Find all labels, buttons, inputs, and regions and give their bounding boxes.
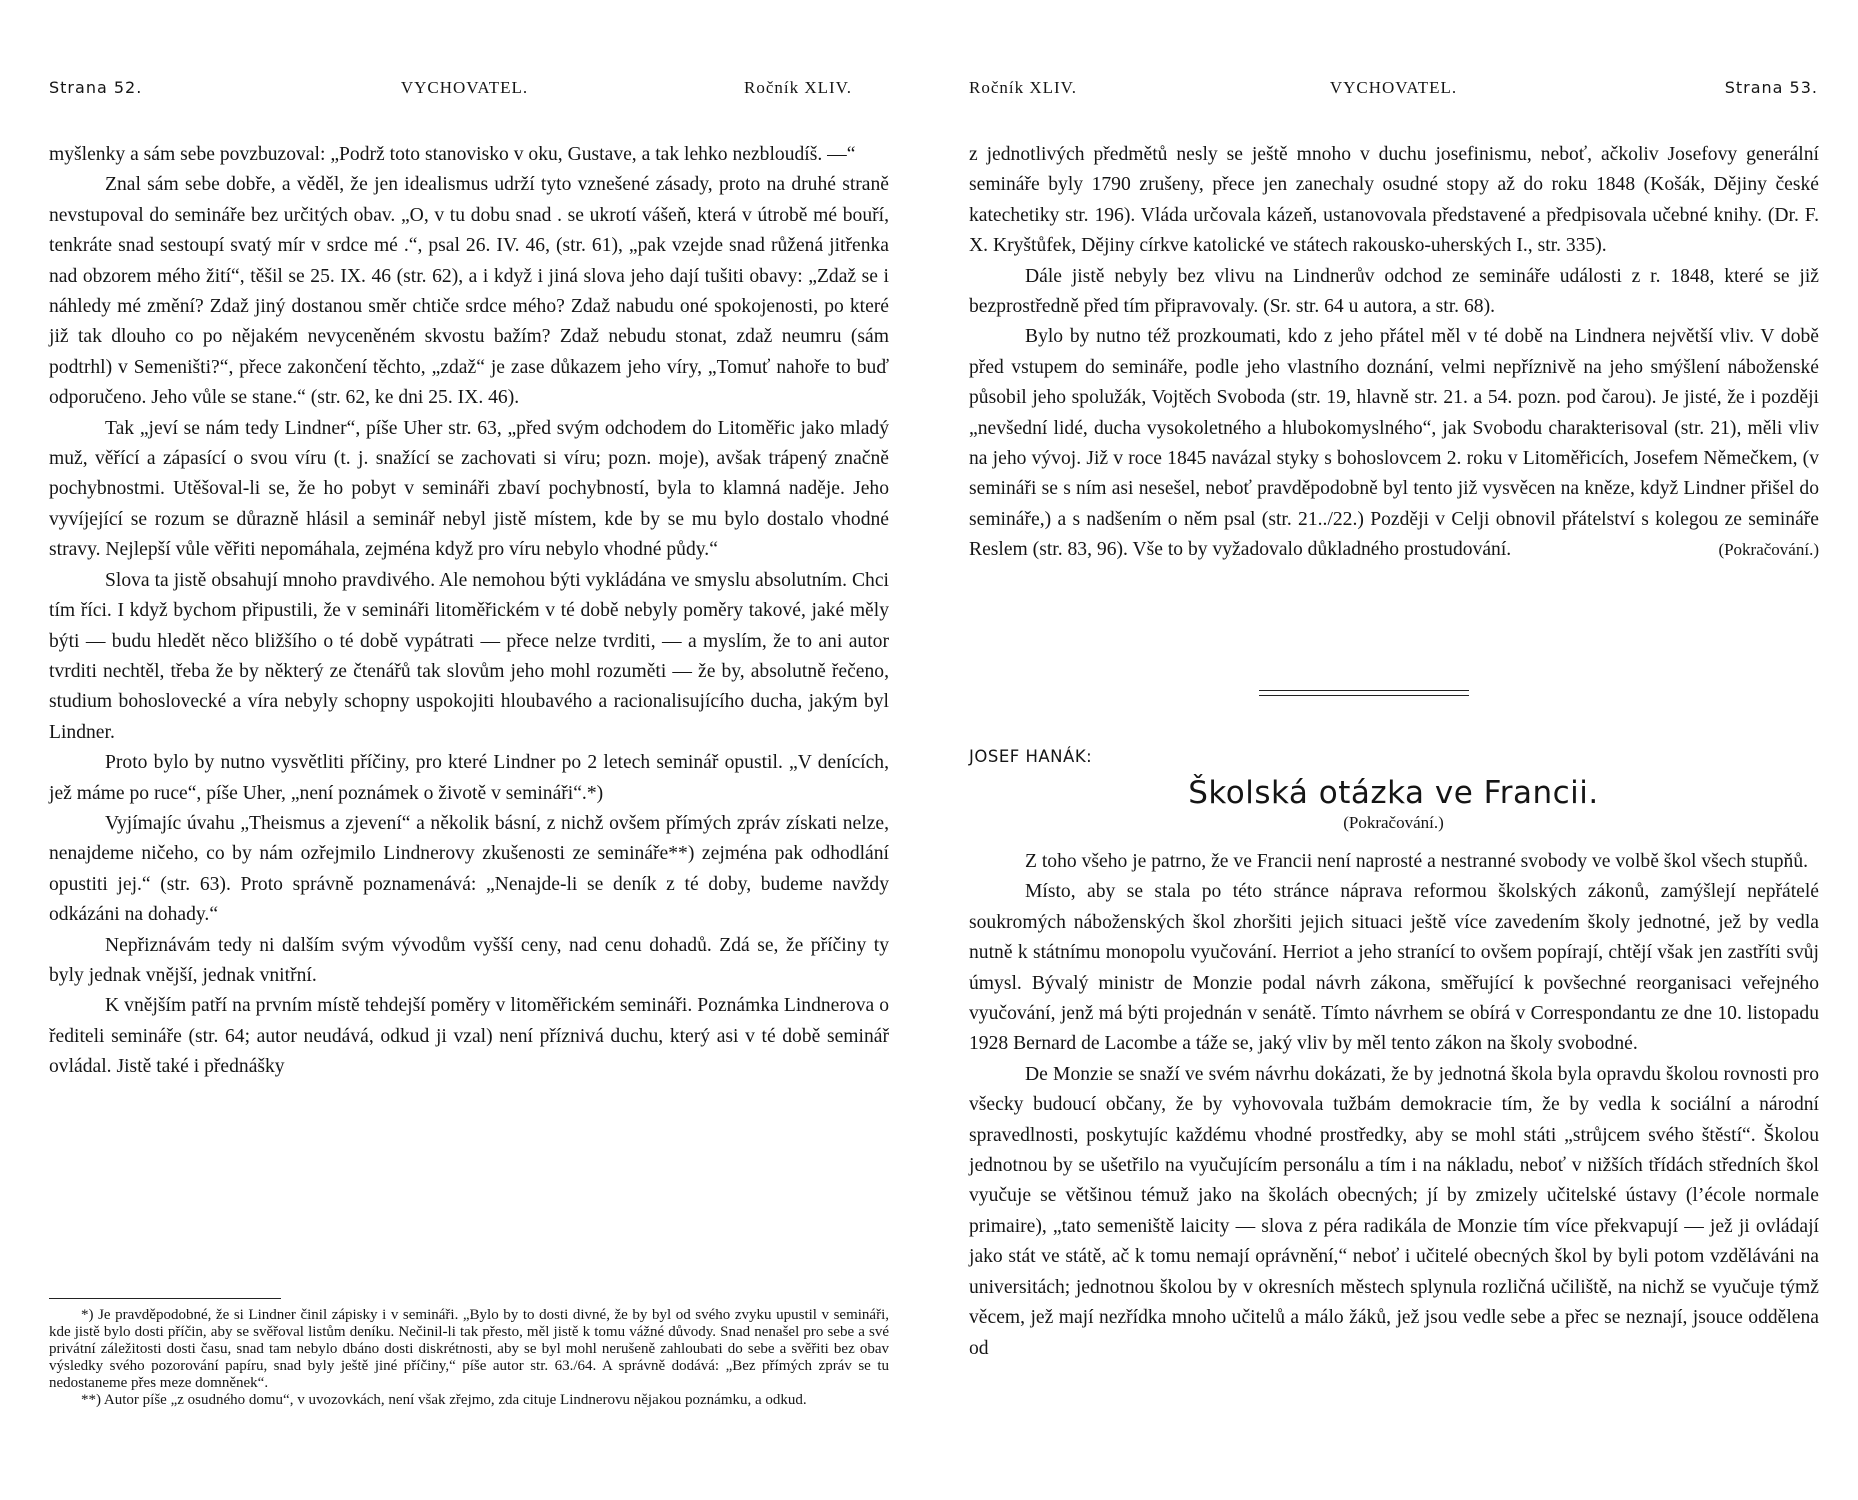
paragraph-text: Bylo by nutno též prozkoumati, kdo z jeho přátel měl v té době na Lindnera největší vliv. V době před vstupem do semináře, podle jeho vlastního doznání, velmi nepříznivě na jeho smýšlení náboženské působil jeho spolužák, Vojtěch Svoboda (str. 19, hlavně str. 21. a 54. pozn. pod čarou). Je jisté, že i později „nevšední lidé, ducha vysokoletného a hlubokomyslného“, jak Svobodu charakterisoval (str. 21), měli vliv na jeho vývoj. Již v roce 1845 navázal styky s bohoslovcem 2. roku v Litoměřicích, Josefem Němečkem, (v semináři se s ním asi nesešel, neboť pravděpodobně byl tento již vysvěcen na kněze, když Lindner přišel do semináře,) a s nadšením o něm psal (str. 21../22.) Později v Celji obnovil přátelství s kolegou ze semináře Reslem (str. 83, 96). Vše to by vyžadovalo důkladného prostudování.: [969, 326, 1819, 561]
article-title: Školská otázka ve Francii.: [1188, 775, 1599, 811]
article-subtitle: (Pokračování.): [1343, 813, 1444, 832]
paragraph: Dále jistě nebyly bez vlivu na Lindnerův odchod ze semináře události z r. 1848, které se již bezprostředně před tím připravovaly. (Sr. str. 64 u autora, a str. 68).: [969, 265, 1819, 318]
right-page-number: Strana 53.: [1724, 78, 1818, 97]
continued-note: (Pokračování.): [1718, 540, 1819, 560]
right-journal-title: VYCHOVATEL.: [1329, 78, 1458, 97]
left-journal-title: VYCHOVATEL.: [400, 78, 529, 97]
paragraph: Tak „jeví se nám tedy Lindner“, píše Uher str. 63, „před svým odchodem do Litoměřic jako mladý muž, věřící a zápasící o svou víru (t. j. snažící se zachovati si víru; pozn. moje), avšak trápený značně pochybnostmi. Utěšoval-li se, že ho pobyt v semináři zbaví pochybností, byla to klamná naděje. Jeho vyvíjející se rozum se důrazně hlásil a seminář nebyl jistě místem, kde by se mu bylo dostalo vhodné stravy. Nejlepší vůle věřiti nepomáhala, zejména když pro víru nebylo vhodné půdy.“: [49, 417, 889, 561]
footnote-divider: [49, 1298, 281, 1299]
right-body-text: [969, 140, 1819, 566]
left-body-text: [49, 140, 889, 1083]
footnotes: [49, 1307, 889, 1408]
paragraph: Znal sám sebe dobře, a věděl, že jen idealismus udrží tyto vznešené zásady, proto na druhé straně nevstupoval do semináře bez určitých obav. „O, v tu dobu snad . se ukrotí vášeň, která v útrobě mé bouří, tenkráte snad sestoupí svatý mír v srdce mé .“, psal 26. IV. 46, (str. 61), „pak vzejde snad růžená jitřenka nad obzorem mého žití“, těšil se 25. IX. 46 (str. 62), a i když i jiná slova jeho dají tušiti obavy: „Zdaž se i náhledy mé změní? Zdaž jiný dostanou směr chtiče srdce mého? Zdaž nabudu oné spokojenosti, po které již tak dlouho co po nějakém nevyceněném skvostu bažím? Zdaž nebudu stonat, zdaž neumru (sám podtrhl) v Semeništi?“, přece zakončení těchto, „zdaž“ je zase důkazem jeho víry, „Tomuť nahoře to buď odporučeno. Jeho vůle se stane.“ (str. 62, ke dni 25. IX. 46).: [49, 174, 889, 409]
left-page-number: Strana 52.: [49, 78, 143, 97]
article-body: [969, 847, 1819, 1364]
footnote: **) Autor píše „z osudného domu“, v uvozovkách, není však zřejmo, zda cituje Lindnerovu nějakou poznámku, a odkud.: [81, 1391, 807, 1408]
paragraph: Místo, aby se stala po této stránce náprava reformou školských zákonů, zamýšlejí nepřátelé soukromých náboženských škol zhoršiti jejich situaci ještě více zavedením školy jednotné, jež by vedla nutně k státnímu monopolu vyučování. Herriot a jeho stranící to ovšem popírají, chtějí však jen zastříti svůj úmysl. Bývalý ministr de Monzie podal návrh zákona, směřující k povšechné reorganisaci veřejného vyučování, jenž má býti projednán v senátě. Tímto návrhem se obírá v Correspondantu ze dne 10. listopadu 1928 Bernard de Lacombe a táže se, jaký vliv by měl tento zákon na školy svobodné.: [969, 881, 1819, 1055]
left-volume: Ročník XLIV.: [744, 78, 853, 97]
right-page: [929, 0, 1858, 1500]
section-divider: [1259, 690, 1469, 691]
paragraph: z jednotlivých předmětů nesly se ještě mnoho v duchu josefinismu, neboť, ačkoliv Josefovy generální semináře byly 1790 zrušeny, přece jen zanechaly osudné stopy až do roku 1848 (Košák, Dějiny české katechetiky str. 196). Vláda určovala kázeň, ustanovovala představené a předpisovala učebné knihy. (Dr. F. X. Kryštůfek, Dějiny církve katolické ve státech rakousko-uherských I., str. 335).: [969, 144, 1819, 257]
right-volume: Ročník XLIV.: [969, 78, 1078, 97]
paragraph: Nepřiznávám tedy ni dalším svým vývodům vyšší ceny, nad cenu dohadů. Zdá se, že příčiny ty byly jednak vnější, jednak vnitřní.: [49, 934, 889, 986]
paragraph: Slova ta jistě obsahují mnoho pravdivého. Ale nemohou býti vykládána ve smyslu absolutním. Chci tím říci. I když bychom připustili, že v semináři litoměřickém v té době nebyly poměry takové, jaké měly býti — budu hledět něco bližšího o té době vypátrati — přece nelze tvrditi, — a myslím, že to ani autor tvrditi nechtěl, třeba že by některý ze čtenářů tak slovům jeho mohl rozuměti — že by, absolutně řečeno, studium bohoslovecké a víra nebyly schopny uspokojiti hloubavého a racionalisujícího ducha, jakým byl Lindner.: [49, 569, 889, 743]
paragraph: myšlenky a sám sebe povzbuzoval: „Podrž toto stanovisko v oku, Gustave, a tak lehko nezbloudíš. —“: [49, 144, 856, 165]
paragraph: Proto bylo by nutno vysvětliti příčiny, pro které Lindner po 2 letech seminář opustil. „V denících, jež máme po ruce“, píše Uher, „není poznámek o životě v semináři“.*): [49, 752, 889, 804]
paragraph: De Monzie se snaží ve svém návrhu dokázati, že by jednotná škola byla opravdu školou rovnosti pro všecky budoucí občany, že by vyhovovala tužbám demokracie tím, že by vedla k sociální a národní spravedlnosti, poskytujíc každému vhodné prostředky, aby se mohl státi „strůjcem svého štěstí“. Školou jednotnou by se ušetřilo na vyučujícím personálu a tím i na nákladu, neboť v nižších třídách středních škol vyučuje se většinou témuž jako na školách obecných; jí by zmizely učitelské ústavy (l’école normale primaire), „tato semeniště laicity — slova z péra radikála de Monzie tím více překvapují — jež ji ovládají jako stát ve státě, ač k tomu nemají oprávnění,“ neboť i učitelé obecných škol by byli potom vzděláváni na universitách; jednotnou školou by v okresních městech splynula rozličná učiliště, na nichž se vyučuje týmž věcem, jež mají nezřídka mnoho učitelů a málo žáků, jež jsou vedle sebe a přec se neznají, jsouce oddělena od: [969, 1063, 1819, 1359]
paragraph: K vnějším patří na prvním místě tehdejší poměry v litoměřickém semináři. Poznámka Lindnerova o řediteli semináře (str. 64; autor neudává, odkud ji vzal) není příznivá duchu, který asi v té době seminář ovládal. Jistě také i přednášky: [49, 995, 889, 1078]
paragraph: Vyjímajíc úvahu „Theismus a zjevení“ a několik básní, z nichž ovšem přímých zpráv získati nelze, nenajdeme ničeho, co by nám ozřejmilo Lindnerovy zkušenosti ze semináře**) zejména pak odhodlání opustiti jej.“ (str. 63). Proto správně poznamenává: „Nenajde-li se deník z té doby, budeme navždy odkázáni na dohady.“: [49, 812, 889, 926]
article-author: JOSEF HANÁK:: [969, 747, 1093, 766]
paragraph: Z toho všeho je patrno, že ve Francii není naprosté a nestranné svobody ve volbě škol všech stupňů.: [1025, 851, 1809, 872]
footnote: *) Je pravděpodobné, že si Lindner činil zápisky i v semináři. „Bylo by to dosti divné, že by byl od svého zvyku upustil v semináři, kde jistě bylo dosti příčin, aby se svěřoval listům deníku. Nečinil-li tak přesto, měl jistě k tomu vážné důvody. Snad nenašel pro sebe a své privátní záležitosti dosti času, snad tam nebylo dbáno dosti diskrétnosti, aby se byl mohl nerušeně zahloubati do sebe a svěřiti bez obav výsledky svého pozorování papíru, snad byly ještě jiné příčiny,“ píše autor str. 63./64. A správně dodává: „Bez přímých zpráv se tu nedostaneme přes meze domněnek“.: [49, 1307, 889, 1391]
paragraph: [969, 322, 1819, 565]
section-divider: [1259, 695, 1469, 696]
